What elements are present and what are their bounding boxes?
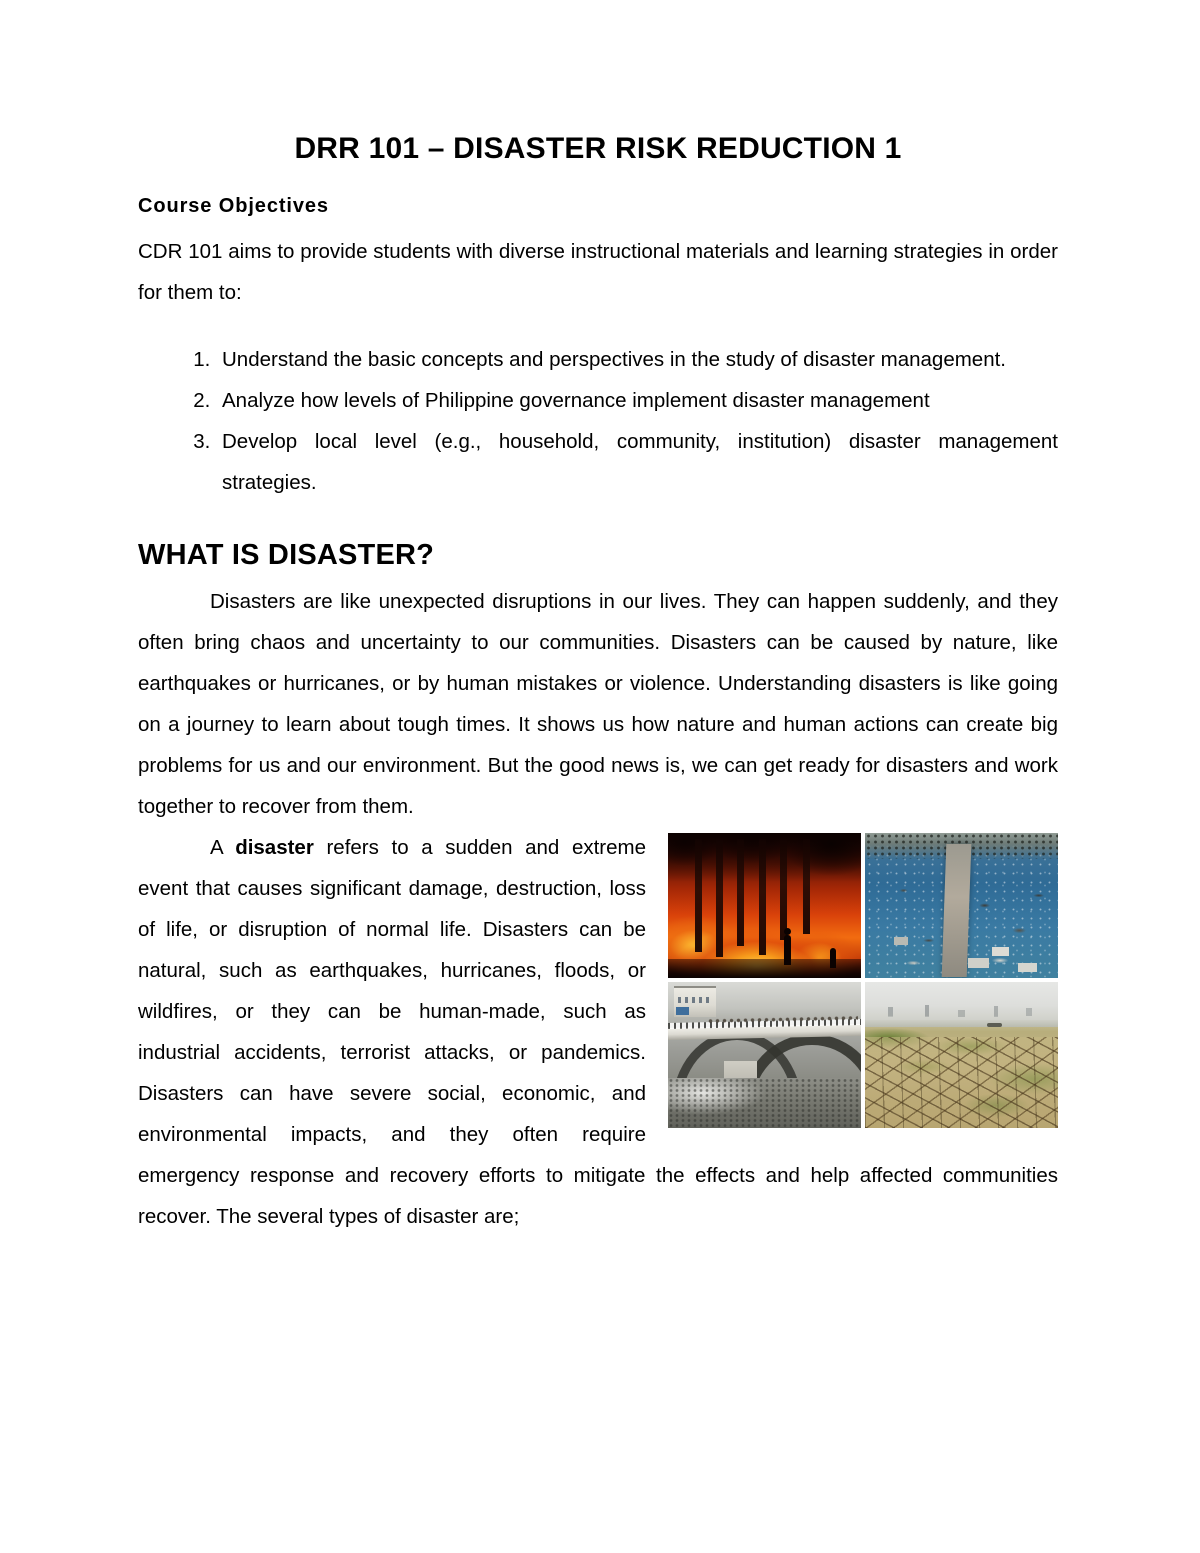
- page-title: DRR 101 – DISASTER RISK REDUCTION 1: [294, 132, 902, 165]
- disaster-image-grid: [668, 833, 1058, 1128]
- spacer: [138, 313, 1058, 339]
- tree-trunk: [695, 839, 702, 952]
- blue-structure: [676, 1007, 690, 1016]
- damaged-roofs: [865, 833, 1058, 978]
- course-objectives-intro: CDR 101 aims to provide students with diverse instructional materials and learning strategies in order for them to:: [138, 239, 1058, 304]
- list-item: 3. Develop local level (e.g., household, community, institution) disaster management strategies.: [216, 421, 1058, 503]
- definition-lead: A: [210, 835, 223, 859]
- list-item: 1. Understand the basic concepts and perspectives in the study of disaster management.: [216, 339, 1058, 380]
- tree-trunk: [716, 839, 723, 958]
- flood-water: [668, 1078, 861, 1128]
- course-objectives-list: [138, 339, 1058, 503]
- bold-term-disaster: disaster: [235, 835, 314, 859]
- bridge-flood-photo: [668, 982, 861, 1128]
- paragraph-disasters-overview: Disasters are like unexpected disruptions in our lives. They can happen suddenly, and they often bring chaos and uncertainty to our communities. Disasters can be caused by nature, like earthquakes or hurricanes, or by human mistakes or violence. Understanding disasters is like going on a journey to learn about tough times. It shows us how nature and human actions can create big problems for us and our environment. But the good news is, we can get ready for disasters and work together to recover from them.: [138, 589, 1058, 818]
- tree-trunk: [803, 839, 810, 935]
- course-objectives-heading: Course Objectives: [138, 194, 329, 217]
- tree-trunk: [759, 839, 766, 955]
- section-heading-what-is-disaster: WHAT IS DISASTER?: [138, 538, 435, 571]
- firefighter-silhouette: [784, 935, 791, 965]
- person-silhouette: [830, 948, 836, 968]
- list-item: 2. Analyze how levels of Philippine governance implement disaster management: [216, 380, 1058, 421]
- tree-trunk: [780, 839, 787, 941]
- tree-trunk: [737, 839, 744, 946]
- drought-photo: [865, 982, 1058, 1128]
- spacer: [138, 503, 1058, 537]
- wildfire-photo: [668, 833, 861, 978]
- flood-aerial-photo: [865, 833, 1058, 978]
- cracked-earth: [865, 1037, 1058, 1128]
- definition-body: refers to a sudden and extreme event that causes significant damage, destruction, loss of life, or disruption of normal life. Disasters can be natural, such as earthquakes, hurricanes, floods, or wildfires, or they can be human-made, such as industrial accidents, terrorist attacks, or pandemics. Disasters can have severe social, economic, and environmental impacts, and they often require emergency response and recovery efforts to mitigate the effects and help affected communities recover. The several types of disaster are;: [138, 835, 1058, 1228]
- city-skyline: [865, 1005, 1058, 1017]
